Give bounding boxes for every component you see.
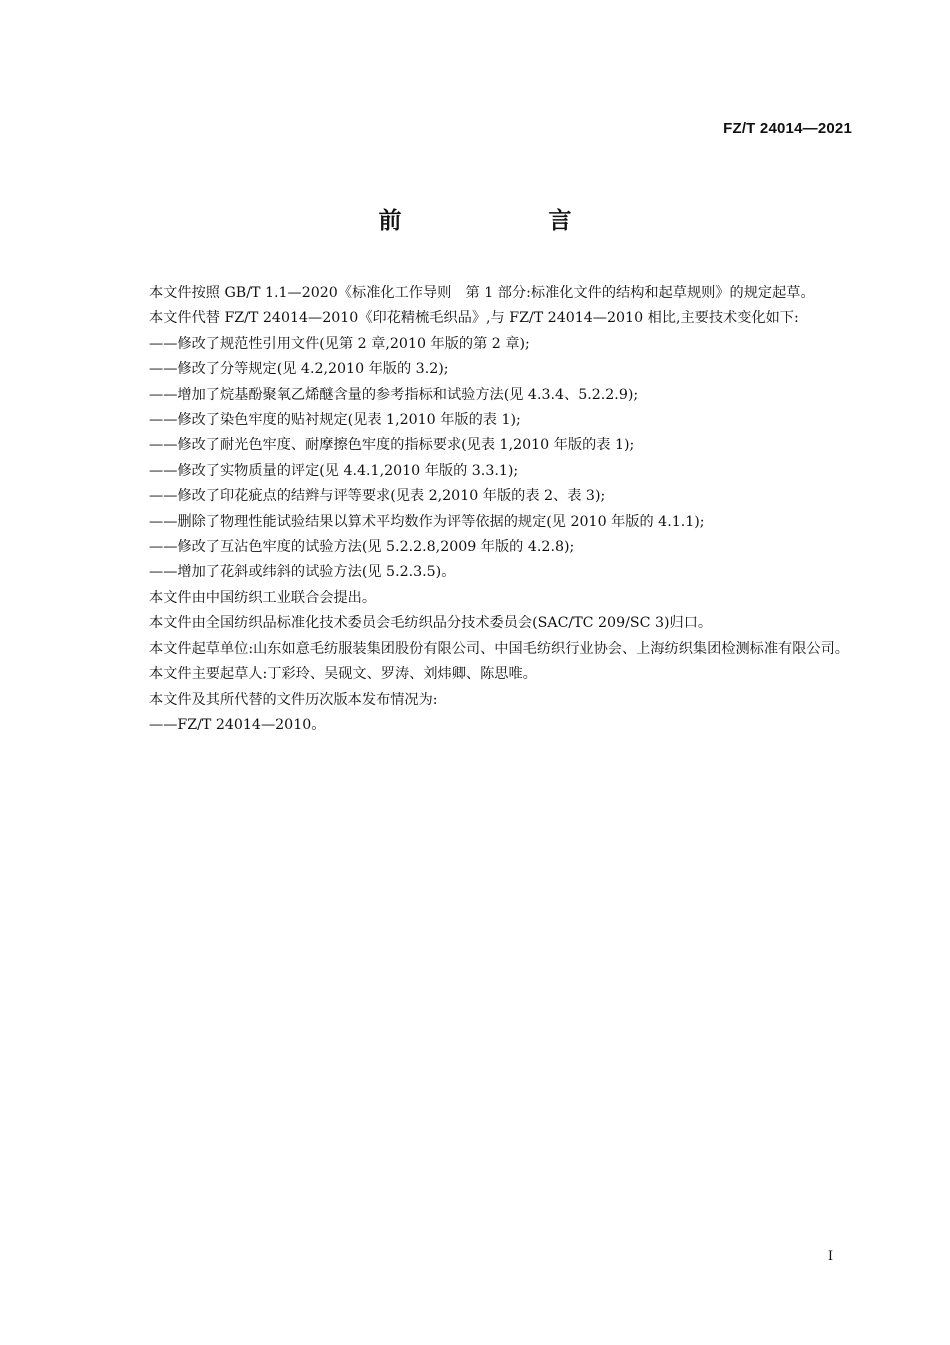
- change-item: ——修改了互沾色牢度的试验方法(见 5.2.2.8,2009 年版的 4.2.8);: [149, 539, 575, 556]
- paragraph-drafters: 本文件主要起草人:丁彩玲、吴砚文、罗涛、刘炜卿、陈思唯。: [149, 666, 537, 683]
- paragraph-replacement: 本文件代替 FZ/T 24014—2010《印花精梳毛织品》,与 FZ/T 24014—2010 相比,主要技术变化如下:: [149, 310, 799, 327]
- paragraph-drafting-units: 本文件起草单位:山东如意毛纺服装集团股份有限公司、中国毛纺织行业协会、上海纺织集团检测标准有限公司。: [149, 640, 849, 657]
- change-item: ——增加了花斜或纬斜的试验方法(见 5.2.3.5)。: [149, 564, 456, 581]
- paragraph-proposer: 本文件由中国纺织工业联合会提出。: [149, 589, 377, 606]
- change-item: ——修改了规范性引用文件(见第 2 章,2010 年版的第 2 章);: [149, 335, 530, 352]
- page-title: 前 言: [378, 208, 634, 234]
- preface-body: [116, 281, 852, 738]
- paragraph-drafting-rules: 本文件按照 GB/T 1.1—2020《标准化工作导则 第 1 部分:标准化文件的结构和起草规则》的规定起草。: [149, 285, 815, 301]
- change-item: ——增加了烷基酚聚氧乙烯醚含量的参考指标和试验方法(见 4.3.4、5.2.2.9);: [149, 386, 639, 403]
- change-item: ——修改了实物质量的评定(见 4.4.1,2010 年版的 3.3.1);: [149, 462, 519, 479]
- change-item: ——修改了印花疵点的结辫与评等要求(见表 2,2010 年版的表 2、表 3);: [149, 488, 606, 505]
- change-item: ——修改了染色牢度的贴衬规定(见表 1,2010 年版的表 1);: [149, 412, 521, 429]
- page-number: I: [827, 1249, 833, 1264]
- change-item: ——修改了分等规定(见 4.2,2010 年版的 3.2);: [149, 361, 449, 378]
- standard-code: FZ/T 24014—2021: [723, 120, 852, 137]
- version-history-item: ——FZ/T 24014—2010。: [149, 716, 326, 733]
- change-item: ——修改了耐光色牢度、耐摩擦色牢度的指标要求(见表 1,2010 年版的表 1);: [149, 437, 635, 454]
- paragraph-responsible-committee: 本文件由全国纺织品标准化技术委员会毛纺织品分技术委员会(SAC/TC 209/SC 3)归口。: [149, 615, 713, 632]
- paragraph-version-history: 本文件及其所代替的文件历次版本发布情况为:: [149, 691, 438, 708]
- change-item: ——删除了物理性能试验结果以算术平均数作为评等依据的规定(见 2010 年版的 4.1.1);: [149, 513, 705, 530]
